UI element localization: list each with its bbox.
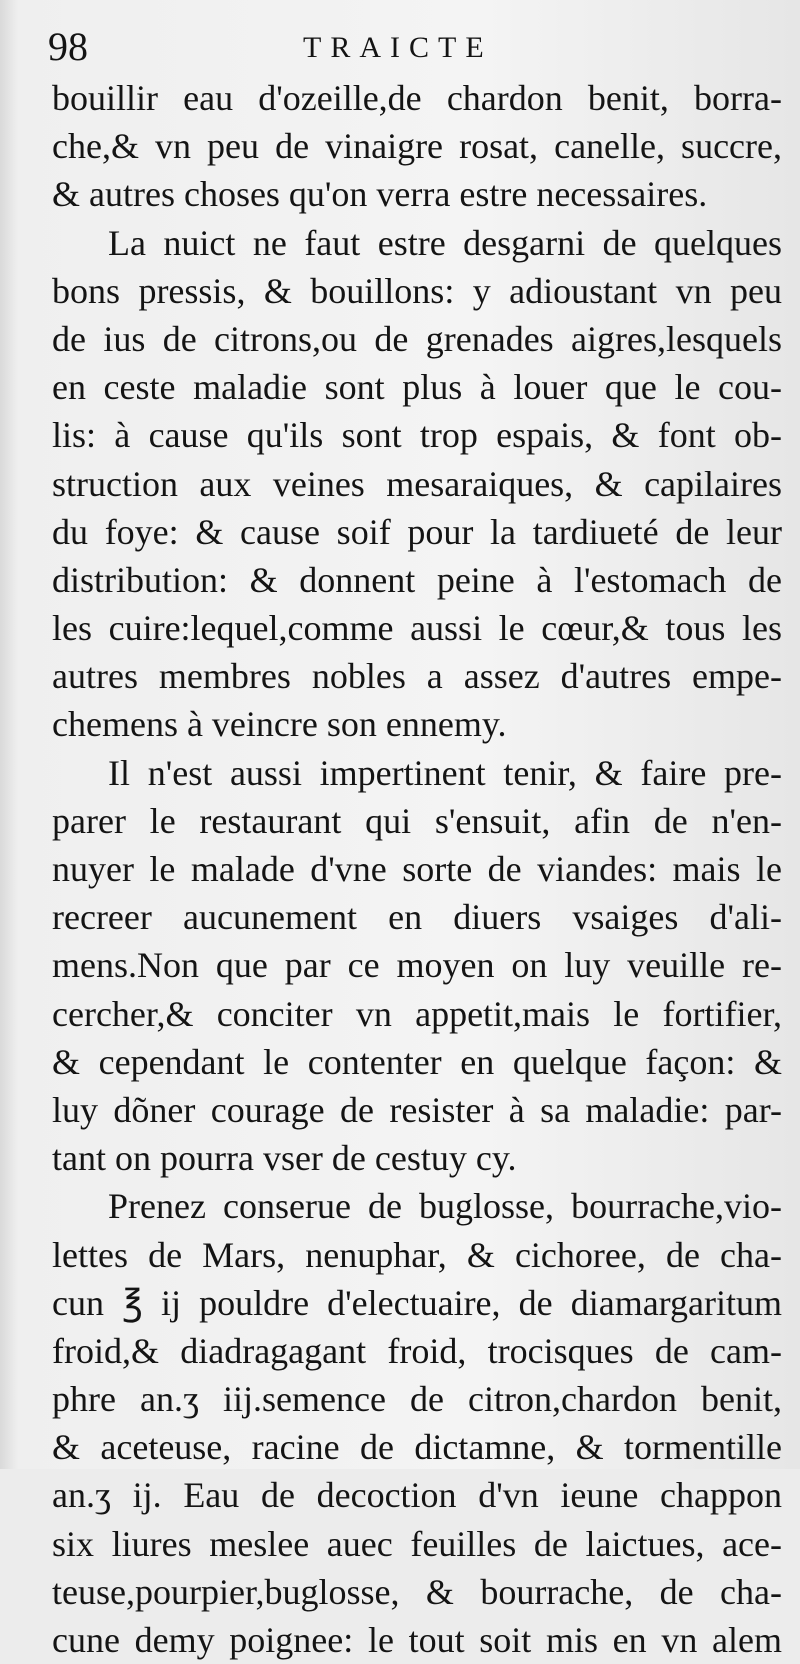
paragraph (52, 219, 782, 749)
paragraph (52, 74, 782, 219)
text-line: bouillir eau d'ozeille,de chardon benit, borra- (52, 78, 782, 118)
text-line: luy dõner courage de resister à sa maladie: par- (52, 1089, 782, 1130)
text-line: lis: à cause qu'ils sont trop espais, & font ob- (52, 415, 782, 456)
text-line: teuse,pourpier,buglosse, & bourrache, de cha- (52, 1571, 782, 1612)
text-line: cercher,& conciter vn appetit,mais le fortifier, (52, 993, 782, 1034)
text-line: struction aux veines mesaraiques, & capilaires (52, 463, 782, 504)
text-line: cun ℥ ij pouldre d'electuaire, de diamargaritum (52, 1282, 782, 1323)
text-line: & autres choses qu'on verra estre necessaires. (52, 174, 708, 215)
text-line: parer le restaurant qui s'ensuit, afin de n'en- (52, 800, 782, 841)
text-line: froid,& diadragagant froid, trocisques de cam- (52, 1330, 782, 1371)
text-line: autres membres nobles a assez d'autres empe- (52, 656, 782, 697)
text-line: bons pressis, & bouillons: y adioustant vn peu (52, 270, 782, 311)
text-line: phre an.ʒ iij.semence de citron,chardon benit, (52, 1379, 782, 1420)
text-line: Il n'est aussi impertinent tenir, & faire pre- (108, 752, 782, 793)
text-line: les cuire:lequel,comme aussi le cœur,& tous les (52, 608, 782, 649)
text-line: lettes de Mars, nenuphar, & cichoree, de cha- (52, 1234, 782, 1275)
text-line: cune demy poignee: le tout soit mis en vn alem (52, 1620, 782, 1660)
text-line: Prenez conserue de buglosse, bourrache,vio- (108, 1186, 782, 1227)
text-line: recreer aucunement en diuers vsaiges d'ali- (52, 897, 782, 938)
page-header (48, 22, 788, 72)
text-line: chemens à veincre son ennemy. (52, 704, 507, 745)
paragraph (52, 1182, 782, 1664)
running-title: TRAICTE (303, 31, 493, 64)
text-line: an.ʒ ij. Eau de decoction d'vn ieune chappon (52, 1475, 782, 1516)
text-line: six liures meslee auec feuilles de laictues, ace- (52, 1523, 782, 1564)
text-line: distribution: & donnent peine à l'estomach de (52, 559, 782, 600)
text-line: du foye: & cause soif pour la tardiueté de leur (52, 511, 782, 552)
text-line: & aceteuse, racine de dictamne, & tormentille (52, 1427, 782, 1468)
body-text (52, 74, 782, 1664)
page-number: 98 (48, 24, 88, 69)
text-line: tant on pourra vser de cestuy cy. (52, 1138, 517, 1179)
paragraph (52, 749, 782, 1183)
text-line: mens.Non que par ce moyen on luy veuille re- (52, 945, 782, 986)
text-line: nuyer le malade d'vne sorte de viandes: mais le (52, 849, 782, 889)
text-line: en ceste maladie sont plus à louer que le cou- (52, 367, 782, 408)
text-line: La nuict ne faut estre desgarni de quelques (108, 222, 782, 263)
text-line: de ius de citrons,ou de grenades aigres,lesquels (52, 318, 782, 359)
text-line: che,& vn peu de vinaigre rosat, canelle, succre, (52, 126, 782, 167)
text-line: & cependant le contenter en quelque façon: & (52, 1041, 782, 1082)
